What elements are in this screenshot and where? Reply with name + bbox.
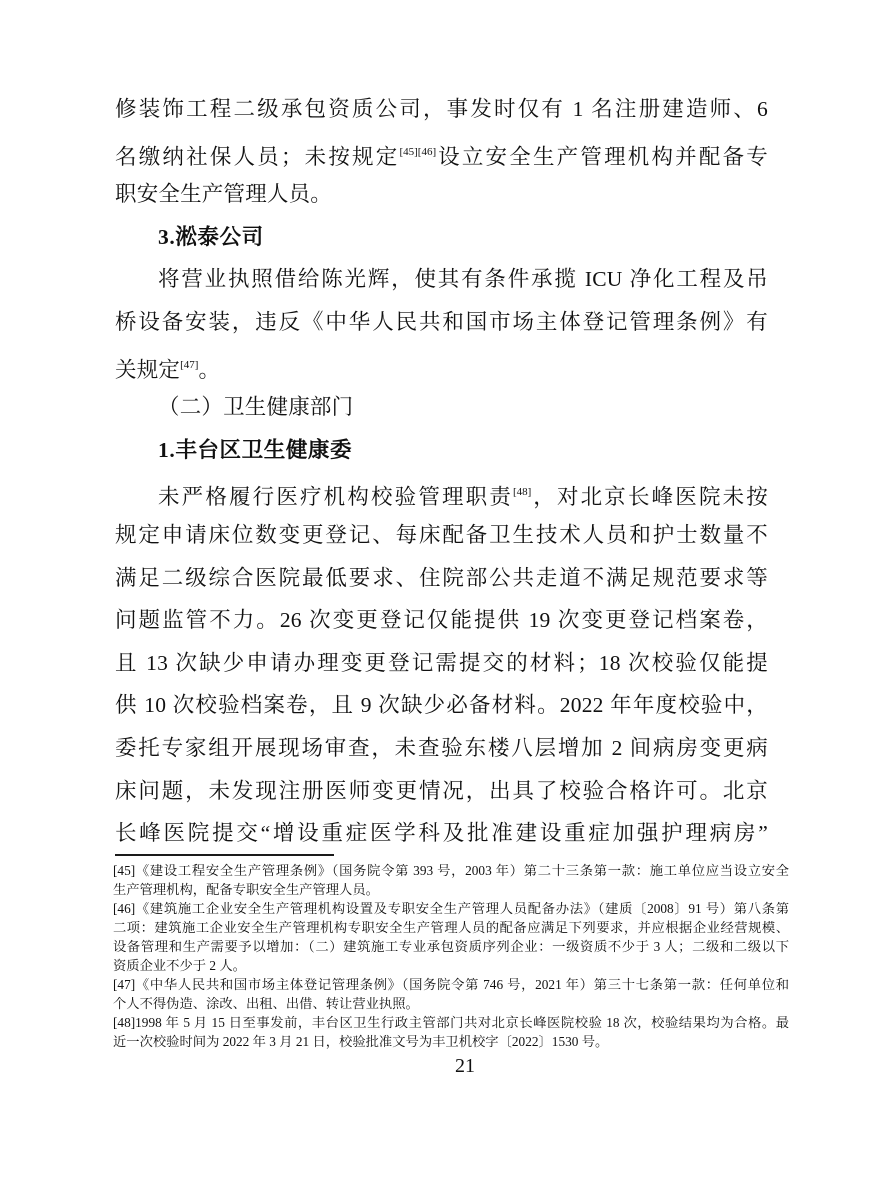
footnote-line: [45]《建设工程安全生产管理条例》（国务院令第 393 号，2003 年）第二十三条第一款：施工单位应当设立安全	[113, 863, 789, 878]
footnote-ref: [47]	[180, 358, 199, 371]
footnote-line: 二项：建筑施工企业安全生产管理机构专职安全生产管理人员的配备应满足下列要求，并应根据企业经营规模、	[113, 920, 789, 935]
body-line	[115, 727, 768, 770]
footnote-ref: [48]	[513, 486, 532, 499]
body-text-segment: （二）卫生健康部门	[158, 395, 354, 420]
body-text-segment: 委托专家组开展现场审查，未查验东楼八层增加 2 间病房变更病	[115, 735, 768, 760]
body-text-segment: 1.丰台区卫生健康委	[158, 437, 353, 462]
body-line	[115, 599, 768, 642]
body-text-segment: 。	[198, 357, 221, 382]
body-line	[115, 301, 768, 344]
body-line	[115, 131, 768, 174]
body-text	[115, 88, 768, 855]
footnote-line: [48]1998 年 5 月 15 日至事发前，丰台区卫生行政主管部门共对北京长峰医院校验 18 次，校验结果均为合格。最	[113, 1015, 789, 1030]
body-text-segment: 满足二级综合医院最低要求、住院部公共走道不满足规范要求等	[115, 565, 768, 590]
footnote-line: 设备管理和生产需要予以增加：（二）建筑施工专业承包资质序列企业：一级资质不少于 3 人；二级和二级以下	[113, 939, 789, 954]
body-heading-line	[115, 429, 768, 472]
footnote-separator	[115, 854, 334, 856]
body-line	[115, 514, 768, 557]
body-text-segment: 规定申请床位数变更登记、每床配备卫生技术人员和护士数量不	[115, 522, 768, 547]
footnote-line: 资质企业不少于 2 人。	[113, 958, 246, 973]
body-line	[115, 258, 768, 301]
body-line	[115, 386, 768, 429]
body-text-segment: 将营业执照借给陈光辉，使其有条件承揽 ICU 净化工程及吊	[158, 267, 768, 292]
body-text-segment: 未严格履行医疗机构校验管理职责	[158, 485, 513, 510]
footnote-line: [46]《建筑施工企业安全生产管理机构设置及专职安全生产管理人员配备办法》（建质〔2008〕91 号）第八条第	[113, 901, 789, 916]
body-line	[115, 173, 768, 216]
footnote-line: 个人不得伪造、涂改、出租、出借、转让营业执照。	[113, 996, 419, 1011]
body-text-segment: 名缴纳社保人员；未按规定	[115, 144, 400, 169]
body-text-segment: 桥设备安装，违反《中华人民共和国市场主体登记管理条例》有	[115, 309, 768, 334]
body-line	[115, 642, 768, 685]
body-line	[115, 88, 768, 131]
body-line	[115, 344, 768, 387]
body-line	[115, 471, 768, 514]
body-line	[115, 557, 768, 600]
body-text-segment: 长峰医院提交“增设重症医学科及批准建设重症加强护理病房”	[115, 821, 768, 846]
body-text-segment: 3.淞泰公司	[158, 224, 264, 249]
footnote-line: [47]《中华人民共和国市场主体登记管理条例》（国务院令第 746 号，2021 年）第三十七条第一款：任何单位和	[113, 977, 789, 992]
body-line	[115, 684, 768, 727]
body-text-segment: 职安全生产管理人员。	[115, 182, 333, 207]
body-line	[115, 812, 768, 855]
footnote-line: 生产管理机构，配备专职安全生产管理人员。	[113, 882, 379, 897]
body-text-segment: 问题监管不力。26 次变更登记仅能提供 19 次变更登记档案卷，	[115, 608, 768, 633]
body-text-segment: 关规定	[115, 357, 181, 382]
footnote-line: 近一次校验时间为 2022 年 3 月 21 日，校验批准文号为丰卫机校字〔2022〕1530 号。	[113, 1034, 609, 1049]
body-text-segment: ，对北京长峰医院未按	[531, 485, 768, 510]
body-line	[115, 770, 768, 813]
body-heading-line	[115, 216, 768, 259]
body-text-segment: 设立安全生产管理机构并配备专	[436, 144, 768, 169]
body-text-segment: 修装饰工程二级承包资质公司，事发时仅有 1 名注册建造师、6	[115, 97, 768, 121]
page-number: 21	[455, 1055, 475, 1077]
footnote-ref: [45][46]	[399, 145, 437, 158]
body-text-segment: 供 10 次校验档案卷，且 9 次缺少必备材料。2022 年年度校验中，	[115, 693, 768, 718]
body-text-segment: 床问题，未发现注册医师变更情况，出具了校验合格许可。北京	[115, 778, 768, 803]
body-text-segment: 且 13 次缺少申请办理变更登记需提交的材料；18 次校验仅能提	[115, 650, 768, 675]
footnotes	[113, 861, 789, 1051]
